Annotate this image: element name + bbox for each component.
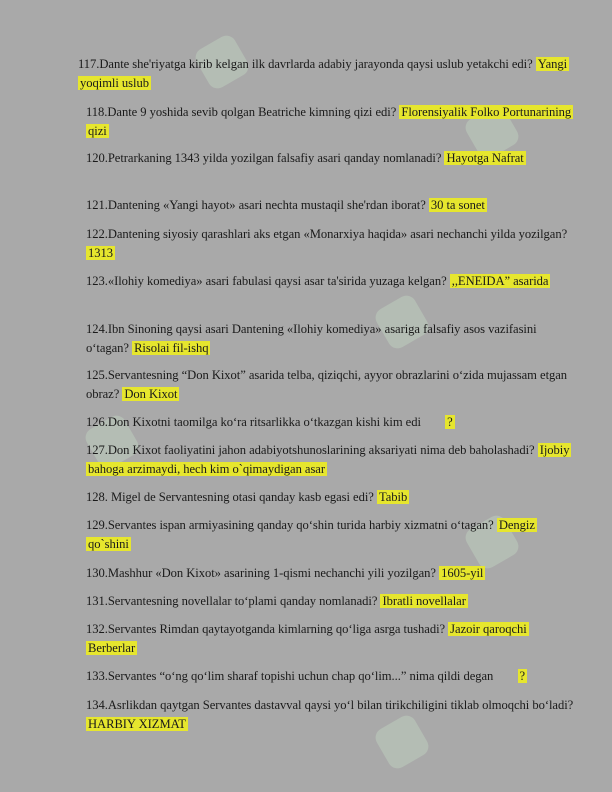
answer-highlight: Yangi yoqimli uslub	[80, 57, 568, 90]
question-text: 128. Migel de Servantesning otasi qanday kasb egasi edi?	[86, 490, 374, 504]
answer-highlight: HARBIY XIZMAT	[88, 717, 186, 731]
question-text: 120.Petrarkaning 1343 yilda yozilgan falsafiy asari qanday nomlanadi?	[86, 151, 442, 165]
question-text: 125.Servantesning “Don Kixot” asarida telba, qiziqchi, ayyor obrazlarini o‘zida mujassam etgan obraz?	[86, 368, 568, 401]
question-text: 134.Asrlikdan qaytgan Servantes dastavval qaysi yo‘l bilan tirikchiligini tiklab olmoqchi bo‘ladi?	[86, 698, 574, 712]
question-item	[86, 320, 576, 358]
question-item	[86, 667, 576, 686]
question-text: 126.Don Kixotni taomilga ko‘ra ritsarlikka o‘tkazgan kishi kim edi	[86, 415, 421, 429]
question-item	[86, 564, 576, 583]
question-item	[86, 441, 576, 479]
answer-highlight: Ibratli novellalar	[382, 594, 466, 608]
answer-highlight: Don Kixot	[124, 387, 178, 401]
question-text: 123.«Ilohiy komediya» asari fabulasi qaysi asar ta'sirida yuzaga kelgan?	[86, 274, 447, 288]
question-item	[86, 516, 576, 554]
question-text: 117.Dante she'riyatga kirib kelgan ilk davrlarda adabiy jarayonda qaysi uslub yetakchi edi?	[78, 57, 533, 71]
question-text: 122.Dantening siyosiy qarashlari aks etgan «Monarxiya haqida» asari nechanchi yilda yozilgan?	[86, 227, 568, 241]
question-text: 129.Servantes ispan armiyasining qanday qo‘shin turida harbiy xizmatni o‘tagan?	[86, 518, 494, 532]
answer-highlight: Dengiz qo`shini	[88, 518, 535, 551]
question-item	[86, 696, 576, 734]
question-text: 121.Dantening «Yangi hayot» asari nechta mustaqil she'rdan iborat?	[86, 198, 426, 212]
question-item	[86, 366, 576, 404]
question-item	[86, 196, 576, 215]
question-text: 131.Servantesning novellalar to‘plami qanday nomlanadi?	[86, 594, 378, 608]
question-item	[86, 225, 576, 263]
question-item	[86, 488, 576, 507]
answer-highlight: Tabib	[378, 490, 408, 504]
question-text: 118.Dante 9 yoshida sevib qolgan Beatriche kimning qizi edi?	[86, 105, 397, 119]
question-item	[86, 272, 576, 291]
question-item	[86, 592, 576, 611]
answer-highlight: ?	[447, 415, 453, 429]
answer-highlight: Risolai fil-ishq	[134, 341, 209, 355]
answer-highlight: Hayotga Nafrat	[446, 151, 524, 165]
question-item	[86, 103, 576, 141]
answer-highlight: 30 ta sonet	[430, 198, 485, 212]
answer-highlight: Ijobiy bahoga arzimaydi, hech kim o`qimaydigan asar	[88, 443, 570, 476]
question-item	[78, 55, 568, 93]
question-item	[86, 149, 576, 168]
answer-highlight: Jazoir qaroqchi Berberlar	[88, 622, 527, 655]
question-text: 124.Ibn Sinoning qaysi asari Dantening «Ilohiy komediya» asariga falsafiy asos vazifasini o‘tagan?	[86, 322, 537, 355]
answer-highlight: ?	[519, 669, 526, 683]
question-text: 133.Servantes “o‘ng qo‘lim sharaf topishi uchun chap qo‘lim...” nima qildi degan	[86, 669, 494, 683]
question-item	[86, 413, 576, 432]
question-text: 130.Mashhur «Don Kixot» asarining 1-qismi nechanchi yili yozilgan?	[86, 566, 436, 580]
answer-highlight: ,,ENEIDA” asarida	[451, 274, 549, 288]
question-text: 132.Servantes Rimdan qaytayotganda kimlarning qo‘liga asrga tushadi?	[86, 622, 446, 636]
answer-highlight: 1313	[88, 246, 113, 260]
question-text: 127.Don Kixot faoliyatini jahon adabiyotshunoslarining aksariyati nima deb baholashadi?	[86, 443, 535, 457]
answer-highlight: 1605-yil	[441, 566, 484, 580]
question-item	[86, 620, 576, 658]
answer-highlight: Florensiyalik Folko Portunarining qizi	[88, 105, 572, 138]
